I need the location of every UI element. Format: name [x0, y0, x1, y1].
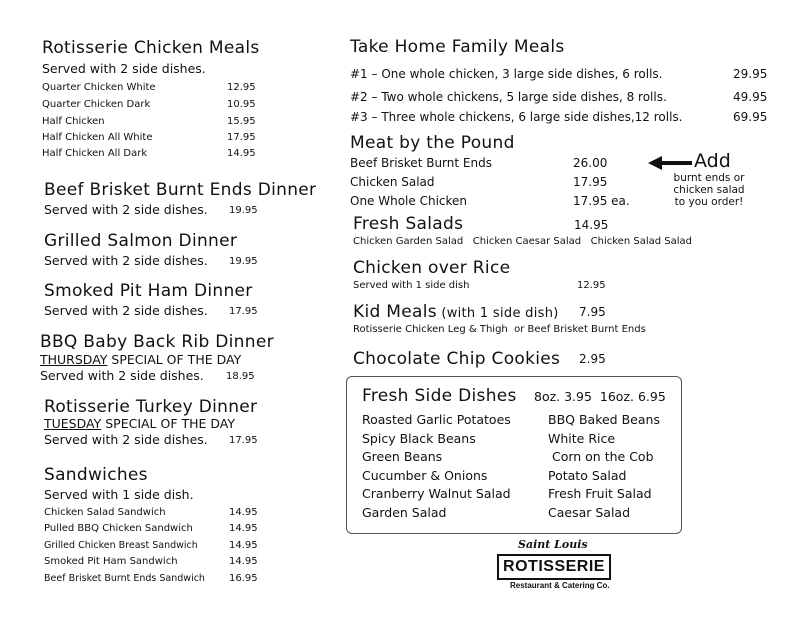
- menu-item-price: 14.95: [229, 523, 258, 534]
- side-item: White Rice: [548, 431, 616, 446]
- ribs-special-label: SPECIAL OF THE DAY: [107, 352, 242, 367]
- kids-price: 7.95: [579, 305, 606, 319]
- brisket-title: Beef Brisket Burnt Ends Dinner: [44, 180, 317, 200]
- pound-price: 26.00: [573, 156, 608, 170]
- salads-price: 14.95: [574, 218, 609, 232]
- turkey-subtitle: Served with 2 side dishes.: [44, 432, 208, 447]
- family-price: 29.95: [733, 67, 768, 81]
- salmon-title: Grilled Salmon Dinner: [44, 231, 238, 251]
- kids-subtitle: Rotisserie Chicken Leg & Thigh or Beef Brisket Burnt Ends: [353, 324, 646, 335]
- sandwiches-subtitle: Served with 1 side dish.: [44, 487, 194, 502]
- rice-title: Chicken over Rice: [353, 258, 511, 278]
- menu-item-price: 16.95: [229, 573, 258, 584]
- salmon-price: 19.95: [229, 256, 258, 267]
- pound-item: One Whole Chicken: [350, 194, 468, 208]
- pound-price: 17.95: [573, 175, 608, 189]
- menu-item: Half Chicken: [42, 116, 105, 127]
- ham-subtitle: Served with 2 side dishes.: [44, 303, 208, 318]
- family-title: Take Home Family Meals: [350, 37, 565, 57]
- pound-title: Meat by the Pound: [350, 133, 515, 153]
- side-item: BBQ Baked Beans: [548, 412, 660, 427]
- rice-subtitle: Served with 1 side dish: [353, 280, 470, 291]
- ham-title: Smoked Pit Ham Dinner: [44, 281, 253, 301]
- cookies-price: 2.95: [579, 352, 606, 366]
- family-item: #1 – One whole chicken, 3 large side dishes, 6 rolls.: [350, 67, 663, 81]
- logo: [497, 554, 611, 580]
- turkey-day: TUESDAY: [44, 416, 102, 431]
- salads-items: Chicken Garden Salad Chicken Caesar Salad Chicken Salad Salad: [353, 236, 692, 247]
- menu-item: Beef Brisket Burnt Ends Sandwich: [44, 573, 205, 584]
- menu-item-price: 15.95: [227, 116, 256, 127]
- side-dishes-box: [346, 376, 682, 534]
- kids-title-row: [353, 302, 559, 322]
- menu-item-price: 14.95: [229, 556, 258, 567]
- menu-item-price: 12.95: [227, 82, 256, 93]
- brisket-price: 19.95: [229, 205, 258, 216]
- menu-item: Half Chicken All Dark: [42, 148, 148, 159]
- logo-top: Saint Louis: [518, 538, 588, 551]
- menu-item: Half Chicken All White: [42, 132, 153, 143]
- side-item: Garden Salad: [362, 505, 447, 520]
- menu-item-price: 14.95: [229, 507, 258, 518]
- menu-item-price: 10.95: [227, 99, 256, 110]
- pound-price: 17.95 ea.: [573, 194, 630, 208]
- turkey-special: [44, 416, 235, 431]
- menu-item: Smoked Pit Ham Sandwich: [44, 556, 178, 567]
- side-item: Spicy Black Beans: [362, 431, 476, 446]
- rice-price: 12.95: [577, 280, 606, 291]
- side-item: Fresh Fruit Salad: [548, 486, 652, 501]
- family-item: #3 – Three whole chickens, 6 large side dishes,12 rolls.: [350, 110, 683, 124]
- logo-bottom: Restaurant & Catering Co.: [510, 581, 610, 590]
- arrow-left-icon: [648, 155, 692, 171]
- pound-item: Chicken Salad: [350, 175, 435, 189]
- kids-note: (with 1 side dish): [436, 306, 559, 321]
- ribs-title: BBQ Baby Back Rib Dinner: [40, 332, 274, 352]
- cookies-title: Chocolate Chip Cookies: [353, 349, 561, 369]
- add-note-line: to you order!: [674, 196, 744, 208]
- brisket-subtitle: Served with 2 side dishes.: [44, 202, 208, 217]
- ribs-day: THURSDAY: [40, 352, 108, 367]
- sandwiches-title: Sandwiches: [44, 465, 148, 485]
- menu-item-price: 17.95: [227, 132, 256, 143]
- menu-item-price: 14.95: [227, 148, 256, 159]
- rotisserie-title: Rotisserie Chicken Meals: [42, 38, 260, 58]
- add-note: [664, 172, 754, 208]
- ribs-special: [40, 352, 241, 367]
- pound-item: Beef Brisket Burnt Ends: [350, 156, 492, 170]
- family-price: 69.95: [733, 110, 768, 124]
- salmon-subtitle: Served with 2 side dishes.: [44, 253, 208, 268]
- family-price: 49.95: [733, 90, 768, 104]
- side-item: Cucumber & Onions: [362, 468, 488, 483]
- add-note-line: burnt ends or: [673, 172, 745, 184]
- logo-main: ROTISSERIE: [503, 558, 605, 575]
- kids-title: Kid Meals: [353, 302, 437, 322]
- salads-title: Fresh Salads: [353, 214, 464, 234]
- ribs-subtitle: Served with 2 side dishes.: [40, 368, 204, 383]
- side-item: Cranberry Walnut Salad: [362, 486, 511, 501]
- add-title: Add: [694, 150, 731, 172]
- menu-item: Grilled Chicken Breast Sandwich: [44, 540, 198, 551]
- family-item: #2 – Two whole chickens, 5 large side dishes, 8 rolls.: [350, 90, 667, 104]
- turkey-price: 17.95: [229, 435, 258, 446]
- menu-item-price: 14.95: [229, 540, 258, 551]
- ham-price: 17.95: [229, 306, 258, 317]
- sides-title: Fresh Side Dishes: [362, 386, 517, 406]
- sides-sizes: 8oz. 3.95 16oz. 6.95: [534, 389, 666, 404]
- rotisserie-subtitle: Served with 2 side dishes.: [42, 61, 206, 76]
- menu-item: Pulled BBQ Chicken Sandwich: [44, 523, 193, 534]
- add-note-line: chicken salad: [673, 184, 745, 196]
- ribs-price: 18.95: [226, 371, 255, 382]
- side-item: Potato Salad: [548, 468, 627, 483]
- side-item: Green Beans: [362, 449, 443, 464]
- menu-item: Quarter Chicken White: [42, 82, 156, 93]
- side-item: Caesar Salad: [548, 505, 631, 520]
- side-item: Corn on the Cob: [548, 449, 654, 464]
- side-item: Roasted Garlic Potatoes: [362, 412, 511, 427]
- turkey-title: Rotisserie Turkey Dinner: [44, 397, 258, 417]
- menu-item: Chicken Salad Sandwich: [44, 507, 166, 518]
- menu-item: Quarter Chicken Dark: [42, 99, 151, 110]
- turkey-special-label: SPECIAL OF THE DAY: [101, 416, 236, 431]
